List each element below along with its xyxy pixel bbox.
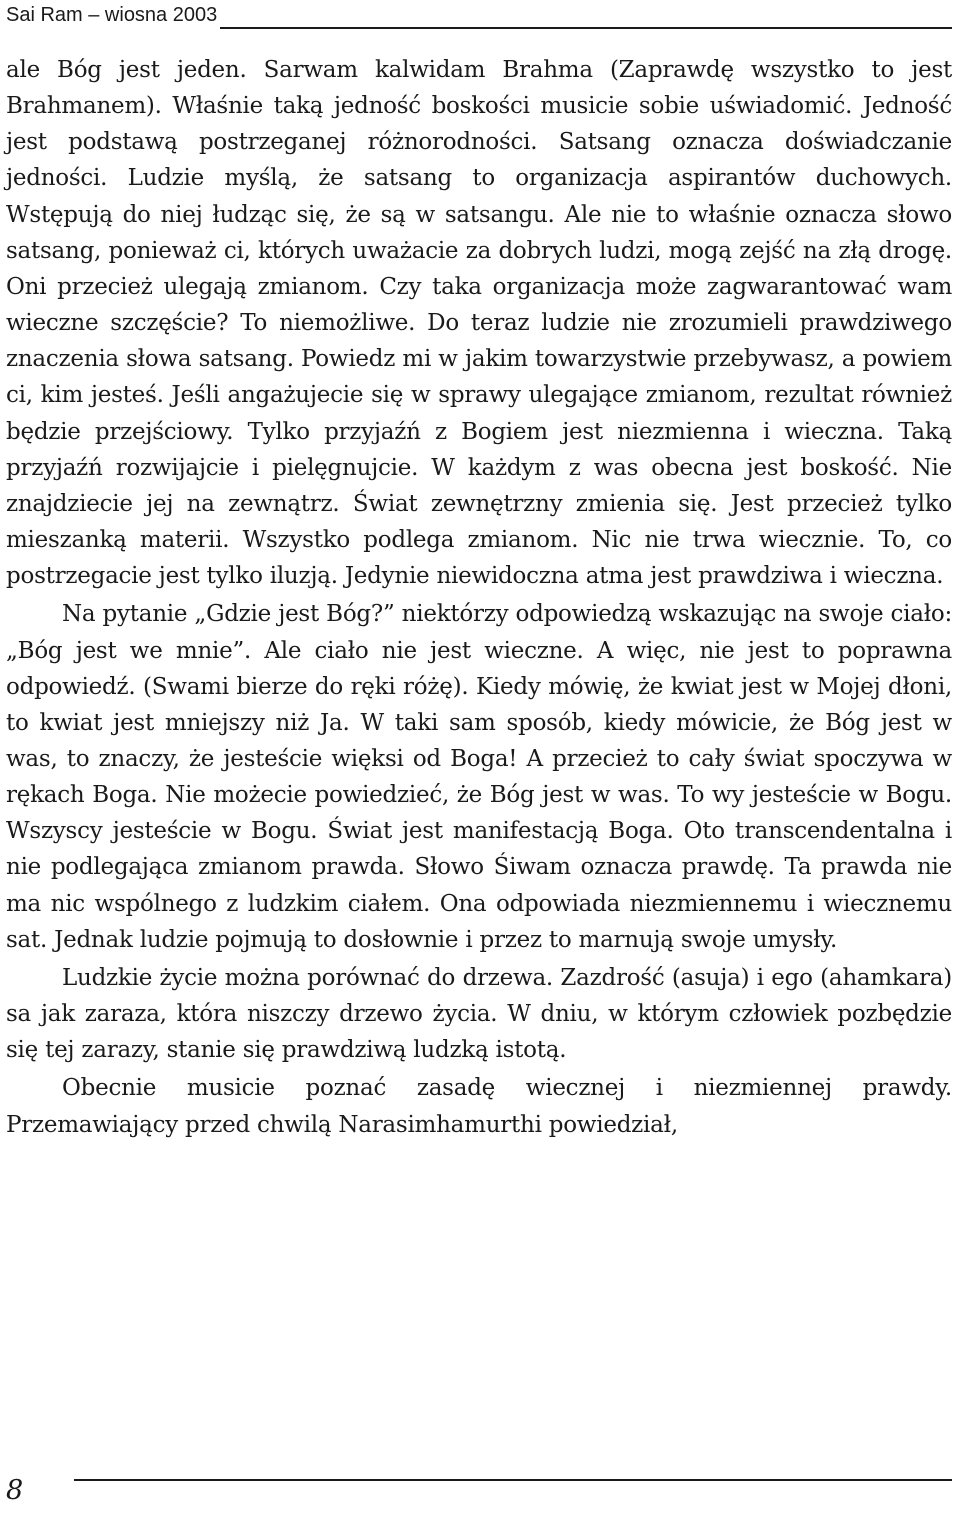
paragraph-1: ale Bóg jest jeden. Sarwam kalwidam Brahma (Zaprawdę wszystko to jest Brahmanem). Właśnie taką jedność boskości musicie sobie uświadomić. Jedność jest podstawą postrzeganej różnorodności. Satsang oznacza doświadczanie jedności. Ludzie myślą, że satsang to organizacja aspirantów duchowych. Wstępują do niej łudząc się, że są w satsangu. Ale nie to właśnie oznacza słowo satsang, ponieważ ci, których uważacie za dobrych ludzi, mogą zejść na złą drogę. Oni przecież ulegają zmianom. Czy taka organizacja może zagwarantować wam wieczne szczęście? To niemożliwe. Do teraz ludzie nie zrozumieli prawdziwego znaczenia słowa satsang. Powiedz mi w jakim towarzystwie przebywasz, a powiem ci, kim jesteś. Jeśli angażujecie się w sprawy ulegające zmianom, rezultat również będzie przejściowy. Tylko przyjaźń z Bogiem jest niezmienna i wieczna. Taką przyjaźń rozwijajcie i pielęgnujcie. W każdym z was obecna jest boskość. Nie znajdziecie jej na zewnątrz. Świat zewnętrzny zmienia się. Jest przecież tylko mieszanką materii. Wszystko podlega zmianom. Nic nie trwa wiecznie. To, co postrzegacie jest tylko iluzją. Jedynie niewidoczna atma jest prawdziwa i wieczna. — [6, 57, 952, 590]
running-header — [0, 0, 960, 36]
paragraph-4: Obecnie musicie poznać zasadę wiecznej i niezmiennej prawdy. Przemawiający przed chwilą Narasimhamurthi powiedział, — [6, 1075, 952, 1138]
running-title: Sai Ram – wiosna 2003 — [6, 4, 218, 26]
paragraph-2: Na pytanie „Gdzie jest Bóg?” niektórzy odpowiedzą wskazując na swoje ciało: „Bóg jest we mnie”. Ale ciało nie jest wieczne. A więc, nie jest to poprawna odpowiedź. (Swami bierze do ręki różę). Kiedy mówię, że kwiat jest w Mojej dłoni, to kwiat jest mniejszy niż Ja. W taki sam sposób, kiedy mówicie, że Bóg jest w was, to znaczy, że jesteście więksi od Boga! A przecież to cały świat spoczywa w rękach Boga. Nie możecie powiedzieć, że Bóg jest w was. To wy jesteście w Bogu. Wszyscy jesteście w Bogu. Świat jest manifestacją Boga. Oto transcendentalna i nie podlegająca zmianom prawda. Słowo Śiwam oznacza prawdę. Ta prawda nie ma nic wspólnego z ludzkim ciałem. Ona odpowiada niezmiennemu i wiecznemu sat. Jednak ludzie pojmują to dosłownie i przez to marnują swoje umysły. — [6, 601, 952, 953]
body-text — [6, 52, 952, 1143]
header-rule — [220, 27, 952, 29]
page-number: 8 — [6, 1475, 24, 1506]
page-footer — [0, 1473, 960, 1513]
paragraph-3: Ludzkie życie można porównać do drzewa. Zazdrość (asuja) i ego (ahamkara) sa jak zaraza, która niszczy drzewo życia. W dniu, w którym człowiek pozbędzie się tej zarazy, stanie się prawdziwą ludzką istotą. — [6, 964, 952, 1064]
footer-rule — [74, 1479, 952, 1481]
